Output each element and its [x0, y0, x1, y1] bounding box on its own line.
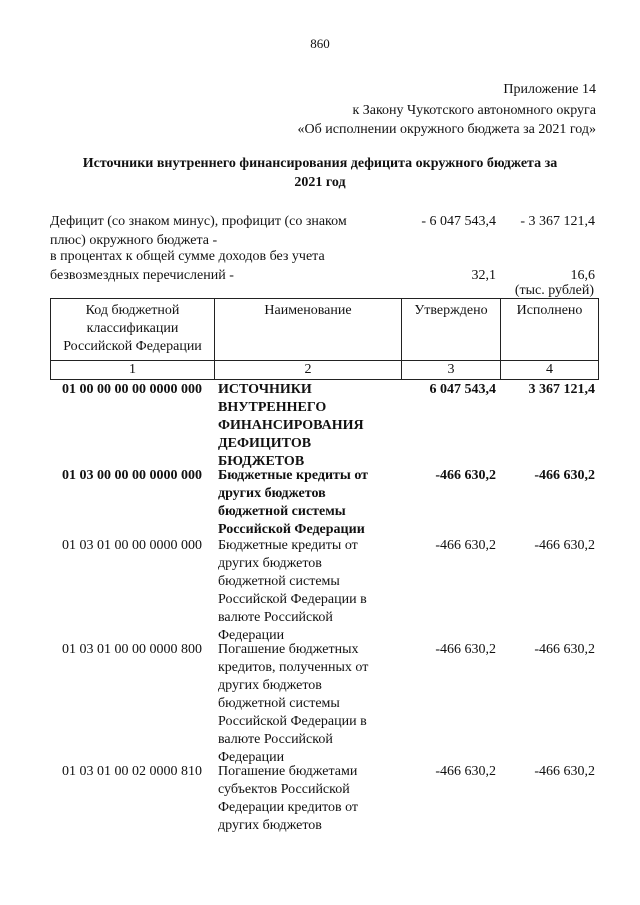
header-code-line-1: Код бюджетной [85, 303, 180, 318]
row-name-line: других бюджетов [218, 556, 322, 571]
row-name-line: кредитов, полученных от [218, 660, 369, 675]
row-name [218, 381, 398, 471]
column-number-3: 3 [447, 362, 455, 377]
row-name [218, 763, 398, 835]
row-name-line: валюте Российской [218, 732, 333, 747]
table-top-border [50, 298, 599, 299]
row-name-line: Погашение бюджетами [218, 764, 358, 779]
row-name-line: бюджетной системы [218, 504, 346, 519]
row-code: 01 03 01 00 02 0000 810 [62, 764, 202, 779]
row-name-line: валюте Российской [218, 610, 333, 625]
row-name-line: ДЕФИЦИТОВ [218, 436, 312, 451]
appendix-law-title: «Об исполнении окружного бюджета за 2021 год» [297, 122, 596, 137]
row-name-line: Российской Федерации в [218, 592, 367, 607]
row-name-line: других бюджетов [218, 486, 326, 501]
row-executed: -466 630,2 [534, 642, 595, 657]
row-executed: -466 630,2 [534, 764, 595, 779]
row-name-line: Погашение бюджетных [218, 642, 359, 657]
row-name-line: Бюджетные кредиты от [218, 538, 358, 553]
row-code: 01 03 00 00 00 0000 000 [62, 468, 202, 483]
row-name-line: бюджетной системы [218, 574, 340, 589]
document-title-line-2: 2021 год [294, 175, 346, 190]
deficit-label-line-1: Дефицит (со знаком минус), профицит (со знаком [50, 214, 347, 229]
header-code-line-3: Российской Федерации [63, 339, 202, 354]
row-approved: -466 630,2 [435, 642, 496, 657]
row-name-line: Российской Федерации в [218, 714, 367, 729]
row-name-line: других бюджетов [218, 818, 322, 833]
appendix-law-reference: к Закону Чукотского автономного округа [352, 103, 596, 118]
row-name-line: ФИНАНСИРОВАНИЯ [218, 418, 364, 433]
header-code-line-2: классификации [86, 321, 179, 336]
column-number-2: 2 [304, 362, 312, 377]
row-name-line: Федерации [218, 750, 285, 765]
percent-executed-value: 16,6 [570, 268, 595, 283]
row-approved: -466 630,2 [435, 538, 496, 553]
page-number: 860 [310, 36, 330, 51]
deficit-label-line-2: плюс) окружного бюджета - [50, 233, 218, 248]
row-name-line: бюджетной системы [218, 696, 340, 711]
appendix-label: Приложение 14 [503, 82, 596, 97]
unit-note: (тыс. рублей) [514, 283, 594, 298]
percent-label [50, 247, 390, 285]
percent-label-line-2: безвозмездных перечислений - [50, 268, 234, 283]
row-code: 01 03 01 00 00 0000 800 [62, 642, 202, 657]
row-name-line: ИСТОЧНИКИ [218, 382, 312, 397]
column-number-4: 4 [546, 362, 553, 377]
row-name-line: Российской Федерации [218, 522, 365, 537]
row-name-line: Федерации [218, 628, 285, 643]
row-approved: 6 047 543,4 [429, 382, 496, 397]
document-title-line-1: Источники внутреннего финансирования дефицита окружного бюджета за [82, 156, 558, 171]
table-colnum-bottom-border [50, 379, 599, 380]
column-number-1: 1 [129, 362, 136, 377]
header-approved: Утверждено [414, 303, 488, 318]
deficit-approved-value: - 6 047 543,4 [421, 214, 496, 229]
row-name-line: Федерации кредитов от [218, 800, 359, 815]
deficit-executed-value: - 3 367 121,4 [520, 214, 595, 229]
row-name-line: БЮДЖЕТОВ [218, 454, 305, 469]
row-name [218, 467, 398, 539]
header-code [51, 302, 214, 356]
percent-approved-value: 32,1 [471, 268, 496, 283]
row-executed: -466 630,2 [534, 468, 595, 483]
document-title [50, 154, 590, 192]
row-name-line: Бюджетные кредиты от [218, 468, 369, 483]
row-approved: -466 630,2 [435, 764, 496, 779]
header-name: Наименование [264, 303, 352, 318]
row-code: 01 03 01 00 00 0000 000 [62, 538, 202, 553]
row-name-line: субъектов Российской [218, 782, 350, 797]
row-name [218, 537, 398, 645]
row-approved: -466 630,2 [435, 468, 496, 483]
row-executed: -466 630,2 [534, 538, 595, 553]
table-right-border [598, 298, 599, 380]
row-name-line: ВНУТРЕННЕГО [218, 400, 327, 415]
row-executed: 3 367 121,4 [528, 382, 595, 397]
row-code: 01 00 00 00 00 0000 000 [62, 382, 202, 397]
row-name [218, 641, 398, 767]
deficit-label [50, 212, 390, 250]
row-name-line: других бюджетов [218, 678, 322, 693]
header-executed: Исполнено [516, 303, 583, 318]
percent-label-line-1: в процентах к общей сумме доходов без учета [50, 249, 325, 264]
